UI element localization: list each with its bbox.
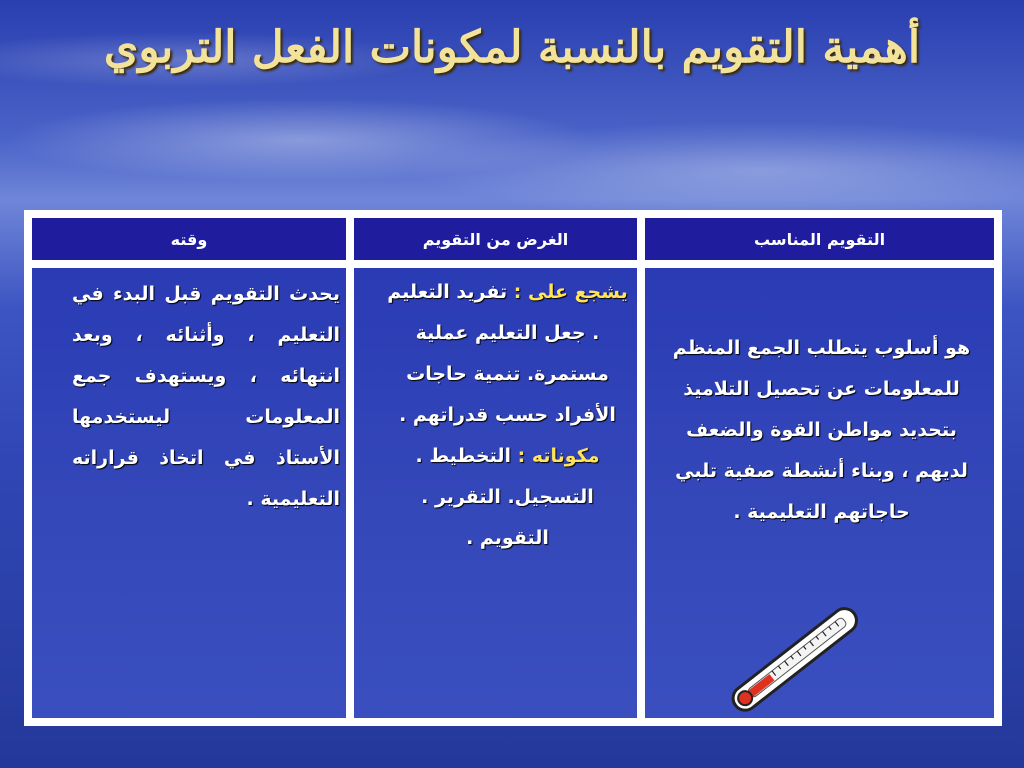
components-text: التخطيط . التسجيل. التقرير . التقويم . bbox=[415, 445, 594, 549]
goal-text bbox=[354, 268, 637, 559]
header-time: وقته bbox=[32, 218, 346, 260]
cell-time bbox=[32, 268, 346, 718]
cell-goal bbox=[354, 268, 637, 718]
method-text: هو أسلوب يتطلب الجمع المنظم للمعلومات عن تحصيل التلاميذ بتحديد مواطن القوة والضعف لديهم ، وبناء أنشطة صفية تلبي حاجاتهم التعليمية . bbox=[672, 337, 971, 523]
page-title: أهمية التقويم بالنسبة لمكونات الفعل التربوي bbox=[103, 22, 921, 73]
column-goal bbox=[354, 218, 637, 718]
header-goal: الغرض من التقويم bbox=[354, 218, 637, 260]
encourages-text: تفريد التعليم . جعل التعليم عملية مستمرة. تنمية حاجات الأفراد حسب قدراتهم . bbox=[387, 281, 616, 426]
thermometer-icon bbox=[718, 598, 870, 722]
time-text: يحدث التقويم قبل البدء في التعليم ، وأثنائه ، وبعد انتهائه ، ويستهدف جمع المعلومات ليستخدمها الأستاذ في اتخاذ قراراته التعليمية . bbox=[72, 283, 340, 510]
components-label: مكوناته : bbox=[517, 445, 600, 467]
column-time bbox=[32, 218, 346, 718]
header-method: التقويم المناسب bbox=[645, 218, 994, 260]
encourages-label: يشجع على : bbox=[513, 281, 628, 303]
